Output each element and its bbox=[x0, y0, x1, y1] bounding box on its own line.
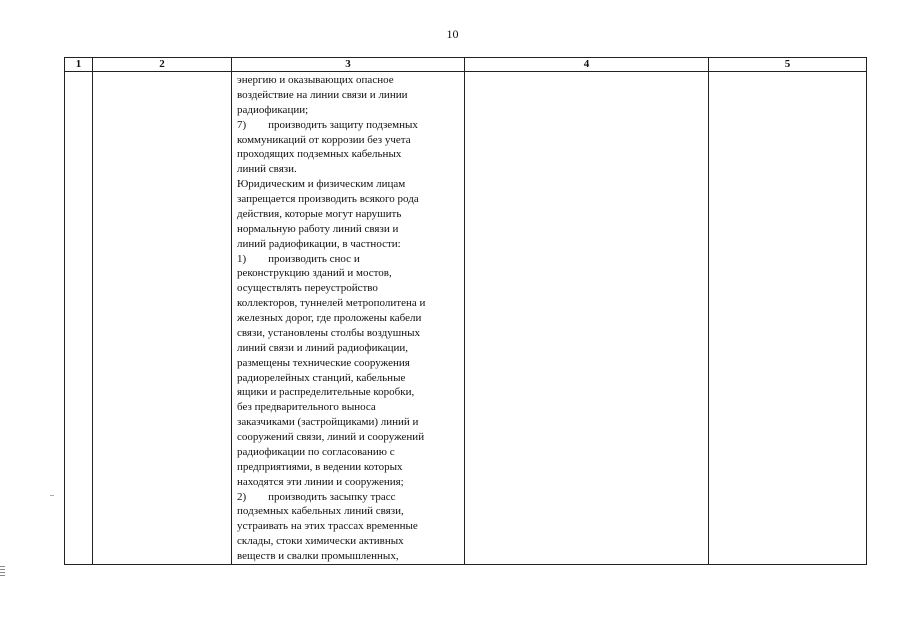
text-line: склады, стоки химически активных bbox=[237, 535, 404, 548]
margin-dash bbox=[50, 495, 54, 496]
text-line: ящики и распределительные коробки, bbox=[237, 386, 415, 399]
page-number: 10 bbox=[446, 27, 459, 41]
table-row bbox=[65, 72, 867, 565]
text-line: без предварительного выноса bbox=[237, 401, 376, 414]
text-line: устраивать на этих трассах временные bbox=[237, 520, 418, 533]
header-row bbox=[65, 58, 867, 72]
text-line: 7) производить защиту подземных bbox=[237, 118, 418, 131]
column-header-5: 5 bbox=[709, 58, 867, 72]
text-line: энергию и оказывающих опасное bbox=[237, 74, 394, 86]
text-line: связи, установлены столбы воздушных bbox=[237, 326, 420, 339]
column-header-1: 1 bbox=[65, 58, 93, 72]
text-line: осуществлять переустройство bbox=[237, 282, 378, 295]
text-line: воздействие на линии связи и линии bbox=[237, 88, 408, 101]
text-line: сооружений связи, линий и сооружений bbox=[237, 431, 425, 443]
document-table bbox=[64, 57, 867, 565]
text-line: Юридическим и физическим лицам bbox=[237, 178, 406, 191]
text-line: радиофикации по согласованию с bbox=[237, 445, 395, 458]
text-line: нормальную работу линий связи и bbox=[237, 222, 399, 235]
text-line: находятся эти линии и сооружения; bbox=[237, 475, 404, 488]
text-line: коллекторов, туннелей метрополитена и bbox=[237, 297, 426, 310]
column-header-3: 3 bbox=[232, 58, 465, 72]
text-line: реконструкцию зданий и мостов, bbox=[237, 267, 392, 280]
text-line: 2) производить засыпку трасс bbox=[237, 490, 396, 503]
text-line: предприятиями, в ведении которых bbox=[237, 460, 403, 473]
column-header-2: 2 bbox=[93, 58, 232, 72]
cell-column-1 bbox=[65, 72, 93, 565]
cell-column-5 bbox=[709, 72, 867, 565]
text-line: железных дорог, где проложены кабели bbox=[237, 312, 422, 324]
text-line: радиофикации; bbox=[237, 103, 309, 116]
text-line: линий радиофикации, в частности: bbox=[237, 237, 401, 250]
cell-column-2 bbox=[93, 72, 232, 565]
text-line: действия, которые могут нарушить bbox=[237, 207, 402, 220]
text-line: проходящих подземных кабельных bbox=[237, 148, 402, 161]
text-line: коммуникаций от коррозии без учета bbox=[237, 133, 411, 146]
binding-mark bbox=[0, 566, 6, 580]
text-line: размещены технические сооружения bbox=[237, 356, 410, 369]
text-line: заказчиками (застройщиками) линий и bbox=[237, 416, 419, 429]
text-line: линий связи. bbox=[237, 163, 297, 176]
column-3-text bbox=[232, 72, 464, 564]
text-line: 1) производить снос и bbox=[237, 252, 360, 265]
column-header-4: 4 bbox=[465, 58, 709, 72]
text-line: радиорелейных станций, кабельные bbox=[237, 371, 406, 384]
text-line: запрещается производить всякого рода bbox=[237, 193, 419, 205]
cell-column-4 bbox=[465, 72, 709, 565]
text-line: веществ и свалки промышленных, bbox=[237, 550, 399, 562]
text-line: подземных кабельных линий связи, bbox=[237, 505, 404, 518]
cell-column-3 bbox=[232, 72, 465, 565]
text-line: линий связи и линий радиофикации, bbox=[237, 341, 409, 354]
